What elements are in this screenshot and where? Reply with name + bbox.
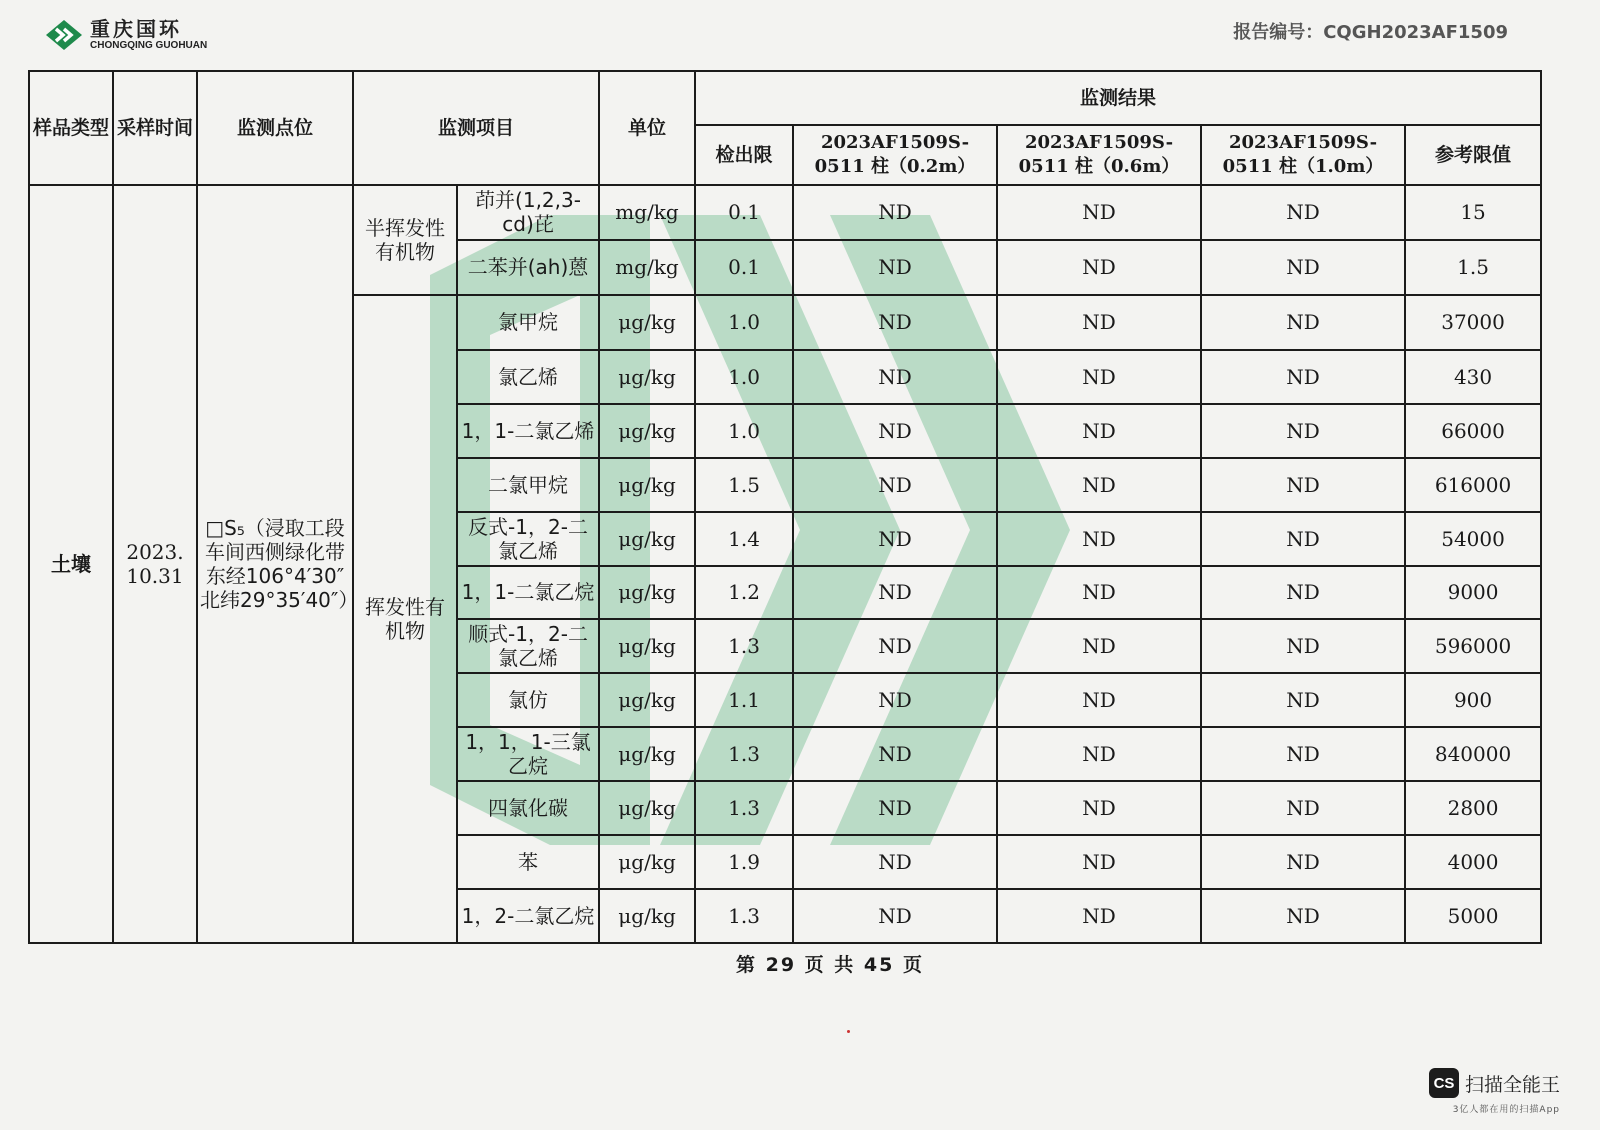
item-cell: 顺式-1，2-二氯乙烯 — [457, 619, 599, 673]
result-0.2m-cell: ND — [793, 619, 997, 673]
result-1.0m-cell: ND — [1201, 350, 1405, 404]
camscanner-icon: CS — [1429, 1068, 1459, 1098]
ref-limit-cell: 9000 — [1405, 566, 1541, 620]
header-results: 监测结果 — [695, 71, 1541, 125]
header-item: 监测项目 — [353, 71, 599, 185]
scan-artifact-dot — [847, 1030, 850, 1033]
ref-limit-cell: 15 — [1405, 185, 1541, 240]
category-volatile: 挥发性有机物 — [353, 295, 457, 943]
company-name-en: CHONGQING GUOHUAN — [90, 40, 208, 51]
unit-cell: μg/kg — [599, 619, 695, 673]
limit-cell: 1.0 — [695, 295, 793, 350]
item-cell: 氯甲烷 — [457, 295, 599, 350]
result-0.6m-cell: ND — [997, 404, 1201, 458]
monitoring-results-table — [28, 70, 1542, 944]
ref-limit-cell: 430 — [1405, 350, 1541, 404]
unit-cell: μg/kg — [599, 835, 695, 889]
result-0.2m-cell: ND — [793, 727, 997, 781]
result-0.6m-cell: ND — [997, 727, 1201, 781]
category-semi-volatile: 半挥发性有机物 — [353, 185, 457, 295]
ref-limit-cell: 596000 — [1405, 619, 1541, 673]
header-col3: 2023AF1509S-0511 柱（1.0m） — [1201, 125, 1405, 185]
limit-cell: 1.5 — [695, 458, 793, 512]
result-0.6m-cell: ND — [997, 240, 1201, 295]
unit-cell: mg/kg — [599, 185, 695, 240]
table-row — [29, 185, 1541, 240]
header-sample-type: 样品类型 — [29, 71, 113, 185]
result-0.6m-cell: ND — [997, 889, 1201, 943]
sample-type-cell: 土壤 — [29, 185, 113, 943]
result-1.0m-cell: ND — [1201, 458, 1405, 512]
result-0.6m-cell: ND — [997, 458, 1201, 512]
header-col1: 2023AF1509S-0511 柱（0.2m） — [793, 125, 997, 185]
unit-cell: μg/kg — [599, 889, 695, 943]
unit-cell: mg/kg — [599, 240, 695, 295]
limit-cell: 1.3 — [695, 781, 793, 835]
ref-limit-cell: 616000 — [1405, 458, 1541, 512]
ref-limit-cell: 37000 — [1405, 295, 1541, 350]
ref-limit-cell: 900 — [1405, 673, 1541, 727]
item-cell: 二苯并(ah)蒽 — [457, 240, 599, 295]
result-1.0m-cell: ND — [1201, 295, 1405, 350]
unit-cell: μg/kg — [599, 781, 695, 835]
sample-time-cell: 2023. 10.31 — [113, 185, 197, 943]
result-0.2m-cell: ND — [793, 512, 997, 566]
scanner-name: 扫描全能王 — [1464, 1073, 1560, 1096]
page-number: 第 29 页 共 45 页 — [736, 954, 924, 976]
unit-cell: μg/kg — [599, 295, 695, 350]
unit-cell: μg/kg — [599, 404, 695, 458]
result-1.0m-cell: ND — [1201, 835, 1405, 889]
header-detect-limit: 检出限 — [695, 125, 793, 185]
result-1.0m-cell: ND — [1201, 889, 1405, 943]
limit-cell: 1.1 — [695, 673, 793, 727]
ref-limit-cell: 66000 — [1405, 404, 1541, 458]
scanner-tagline: 3亿人都在用的扫描App — [1452, 1105, 1560, 1115]
limit-cell: 1.0 — [695, 350, 793, 404]
monitoring-point-cell: □S₅（浸取工段车间西侧绿化带 东经106°4′30″ 北纬29°35′40″） — [197, 185, 353, 943]
limit-cell: 1.3 — [695, 727, 793, 781]
header-unit: 单位 — [599, 71, 695, 185]
item-cell: 1，1-二氯乙烷 — [457, 566, 599, 620]
item-cell: 1，2-二氯乙烷 — [457, 889, 599, 943]
unit-cell: μg/kg — [599, 350, 695, 404]
header-point: 监测点位 — [197, 71, 353, 185]
result-0.2m-cell: ND — [793, 240, 997, 295]
result-0.2m-cell: ND — [793, 566, 997, 620]
ref-limit-cell: 5000 — [1405, 889, 1541, 943]
header-sample-time: 采样时间 — [113, 71, 197, 185]
result-1.0m-cell: ND — [1201, 781, 1405, 835]
company-logo — [44, 18, 207, 52]
limit-cell: 0.1 — [695, 185, 793, 240]
result-0.2m-cell: ND — [793, 889, 997, 943]
result-1.0m-cell: ND — [1201, 619, 1405, 673]
result-0.6m-cell: ND — [997, 673, 1201, 727]
result-0.6m-cell: ND — [997, 185, 1201, 240]
result-1.0m-cell: ND — [1201, 727, 1405, 781]
result-0.2m-cell: ND — [793, 781, 997, 835]
limit-cell: 0.1 — [695, 240, 793, 295]
result-0.2m-cell: ND — [793, 404, 997, 458]
unit-cell: μg/kg — [599, 458, 695, 512]
result-0.6m-cell: ND — [997, 619, 1201, 673]
result-0.2m-cell: ND — [793, 185, 997, 240]
result-1.0m-cell: ND — [1201, 566, 1405, 620]
scanner-watermark — [1429, 1068, 1560, 1098]
report-number: 报告编号：CQGH2023AF1509 — [1233, 22, 1508, 43]
header-ref-limit: 参考限值 — [1405, 125, 1541, 185]
limit-cell: 1.0 — [695, 404, 793, 458]
result-1.0m-cell: ND — [1201, 185, 1405, 240]
ref-limit-cell: 4000 — [1405, 835, 1541, 889]
ref-limit-cell: 840000 — [1405, 727, 1541, 781]
limit-cell: 1.9 — [695, 835, 793, 889]
limit-cell: 1.3 — [695, 619, 793, 673]
limit-cell: 1.2 — [695, 566, 793, 620]
ref-limit-cell: 1.5 — [1405, 240, 1541, 295]
result-1.0m-cell: ND — [1201, 673, 1405, 727]
header-col2: 2023AF1509S-0511 柱（0.6m） — [997, 125, 1201, 185]
item-cell: 二氯甲烷 — [457, 458, 599, 512]
unit-cell: μg/kg — [599, 673, 695, 727]
unit-cell: μg/kg — [599, 566, 695, 620]
result-0.2m-cell: ND — [793, 295, 997, 350]
ref-limit-cell: 2800 — [1405, 781, 1541, 835]
result-0.6m-cell: ND — [997, 295, 1201, 350]
item-cell: 1，1-二氯乙烯 — [457, 404, 599, 458]
result-0.2m-cell: ND — [793, 458, 997, 512]
limit-cell: 1.3 — [695, 889, 793, 943]
company-name-cn: 重庆国环 — [90, 17, 182, 41]
result-1.0m-cell: ND — [1201, 512, 1405, 566]
item-cell: 1，1，1-三氯乙烷 — [457, 727, 599, 781]
ref-limit-cell: 54000 — [1405, 512, 1541, 566]
result-0.2m-cell: ND — [793, 835, 997, 889]
result-0.6m-cell: ND — [997, 835, 1201, 889]
result-0.6m-cell: ND — [997, 566, 1201, 620]
result-1.0m-cell: ND — [1201, 404, 1405, 458]
unit-cell: μg/kg — [599, 512, 695, 566]
item-cell: 反式-1，2-二氯乙烯 — [457, 512, 599, 566]
result-0.6m-cell: ND — [997, 781, 1201, 835]
result-0.6m-cell: ND — [997, 350, 1201, 404]
item-cell: 氯乙烯 — [457, 350, 599, 404]
item-cell: 四氯化碳 — [457, 781, 599, 835]
result-0.2m-cell: ND — [793, 673, 997, 727]
result-0.6m-cell: ND — [997, 512, 1201, 566]
item-cell: 茚并(1,2,3-cd)芘 — [457, 185, 599, 240]
item-cell: 氯仿 — [457, 673, 599, 727]
guohuan-logo-icon — [44, 18, 84, 52]
limit-cell: 1.4 — [695, 512, 793, 566]
result-0.2m-cell: ND — [793, 350, 997, 404]
unit-cell: μg/kg — [599, 727, 695, 781]
item-cell: 苯 — [457, 835, 599, 889]
result-1.0m-cell: ND — [1201, 240, 1405, 295]
